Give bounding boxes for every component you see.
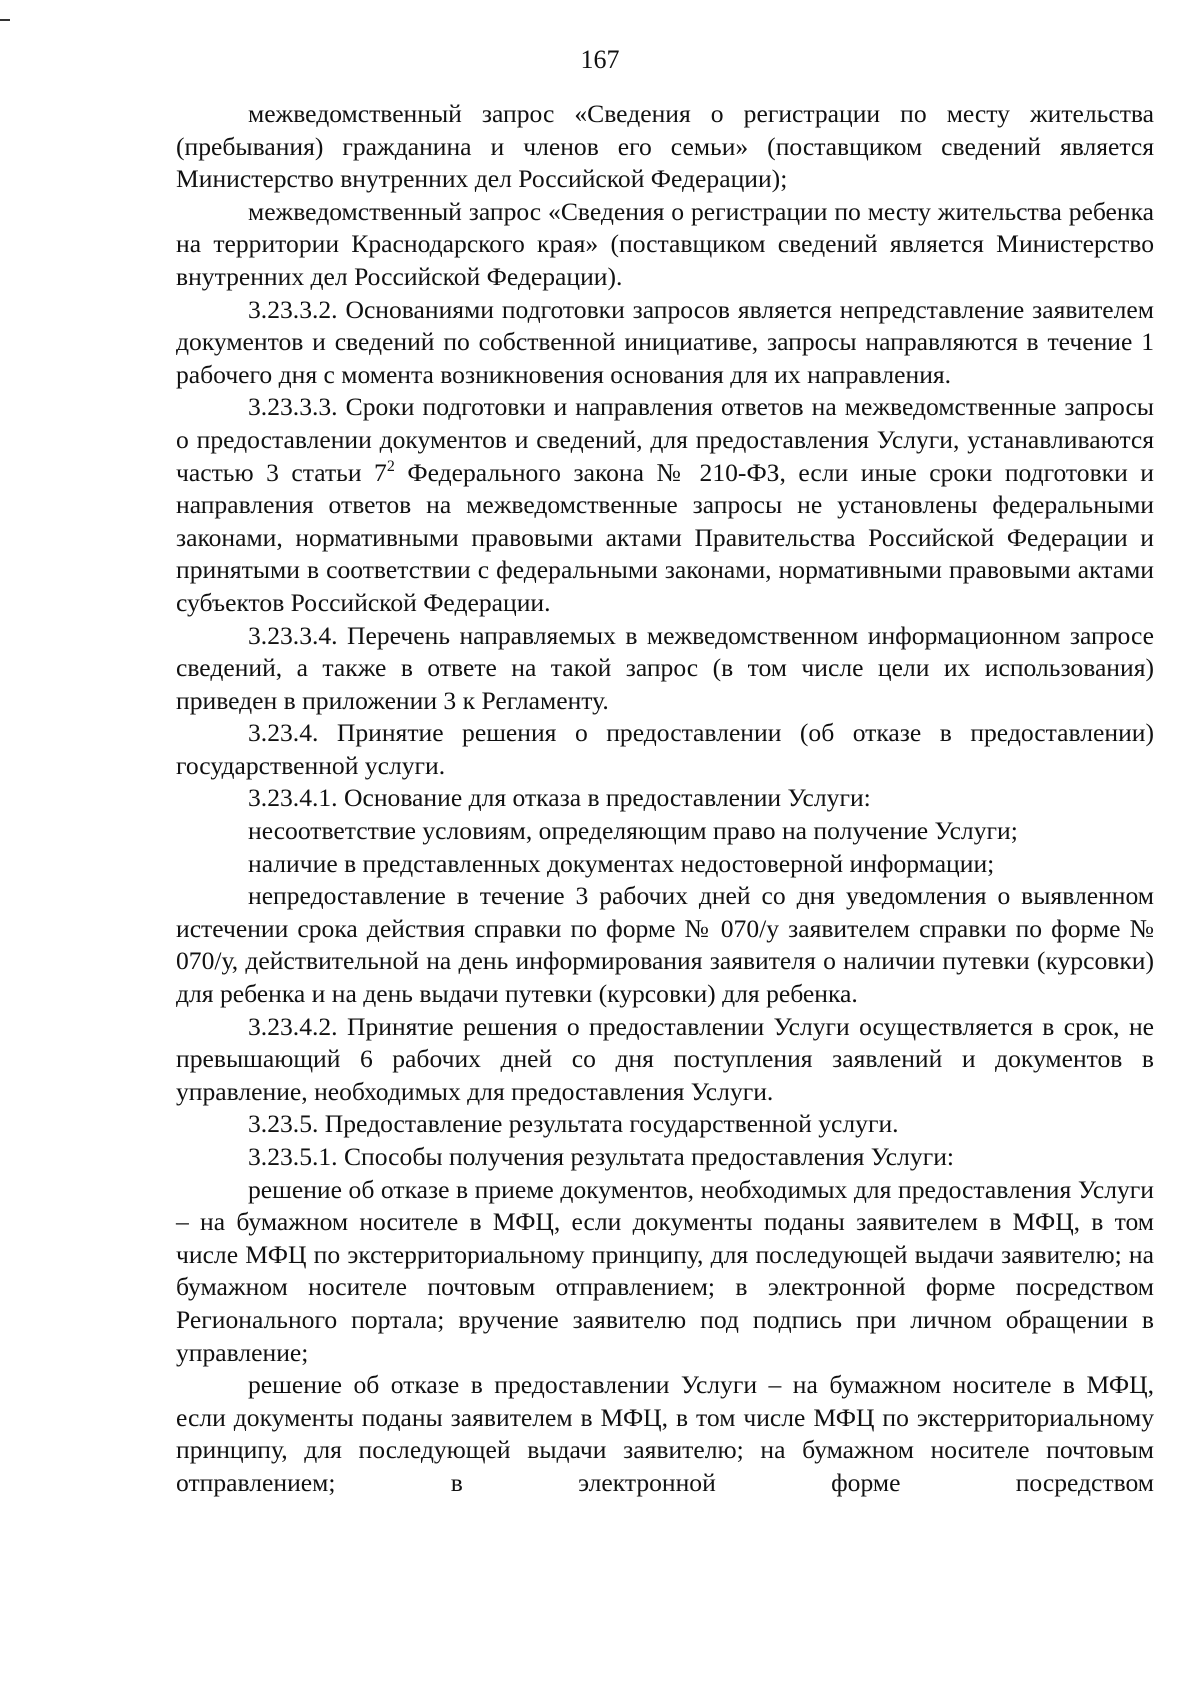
paragraph-refusal-reason-conditions: несоответствие условиям, определяющим право на получение Услуги; — [248, 816, 1018, 846]
superscript-article-index: 2 — [386, 457, 395, 475]
paragraph-3-23-5-1: 3.23.5.1. Способы получения результата предоставления Услуги: — [248, 1142, 955, 1171]
paragraph-refusal-reason-false-info: наличие в представленных документах недостоверной информации; — [248, 848, 995, 878]
paragraph-3-23-4: 3.23.4. Принятие решения о предоставлении (об отказе в предоставлении) государственной услуги. — [176, 718, 1154, 780]
paragraph-request-family-registration: межведомственный запрос «Сведения о регистрации по месту жительства (пребывания) гражданина и членов его семьи» (поставщиком сведений является Министерство внутренних дел Российской Федерации); — [176, 99, 1154, 194]
paragraph-3-23-3-2: 3.23.3.2. Основаниями подготовки запросов является непредставление заявителем документов и сведений по собственной инициативе, запросы направляются в течение 1 рабочего дня с момента возникновения основания для их направления. — [176, 294, 1154, 389]
page-number: 167 — [580, 45, 620, 74]
paragraph-3-23-3-3 — [176, 391, 1154, 619]
paragraph-refusal-acceptance-delivery: решение об отказе в приеме документов, необходимых для предоставления Услуги – на бумажном носителе в МФЦ, если документы поданы заявителем в МФЦ, в том числе МФЦ по экстерриториальному принципу, для последующей выдачи заявителю; на бумажном носителе почтовым отправлением; в электронной форме посредством Регионального портала; вручение заявителю под подпись при личном обращении в управление; — [176, 1174, 1154, 1367]
paragraph-3-23-5: 3.23.5. Предоставление результата государственной услуги. — [248, 1109, 899, 1139]
paragraph-refusal-reason-certificate: непредоставление в течение 3 рабочих дней со дня уведомления о выявленном истечении срока действия справки по форме № 070/у заявителем справки по форме № 070/у, действительной на день информирования заявителя о наличии путевки (курсовки) для ребенка и на день выдачи путевки (курсовки) для ребенка. — [176, 881, 1154, 1009]
scan-edge-mark — [0, 19, 10, 21]
paragraph-refusal-service-delivery: решение об отказе в предоставлении Услуги – на бумажном носителе в МФЦ, если документы поданы заявителем в МФЦ, в том числе МФЦ по экстерриториальному принципу, для последующей выдачи заявителю; на бумажном носителе почтовым отправлением; в электронной форме посредством — [176, 1370, 1154, 1497]
paragraph-request-child-registration: межведомственный запрос «Сведения о регистрации по месту жительства ребенка на территории Краснодарского края» (поставщиком сведений является Министерство внутренних дел Российской Федерации). — [176, 196, 1154, 291]
paragraph-3-23-4-2: 3.23.4.2. Принятие решения о предоставлении Услуги осуществляется в срок, не превышающий 6 рабочих дней со дня поступления заявлений и документов в управление, необходимых для предоставления Услуги. — [176, 1011, 1154, 1106]
paragraph-3-23-3-3-text-after: Федерального закона № 210-ФЗ, если иные сроки подготовки и направления ответов на межведомственные запросы не установлены федеральными законами, нормативными правовыми актами Правительства Российской Федерации и принятыми в соответствии с федеральными законами, нормативными правовыми актами субъектов Российской Федерации. — [176, 457, 1154, 617]
paragraph-3-23-3-3-text-before: 3.23.3.3. Сроки подготовки и направления ответов на межведомственные запросы о предоставлении документов и сведений, для предоставления Услуги, устанавливаются частью 3 статьи 7 — [176, 392, 1154, 487]
paragraph-3-23-4-1: 3.23.4.1. Основание для отказа в предоставлении Услуги: — [248, 783, 871, 813]
paragraph-3-23-3-4: 3.23.3.4. Перечень направляемых в межведомственном информационном запросе сведений, а также в ответе на такой запрос (в том числе цели их использования) приведен в приложении 3 к Регламенту. — [176, 620, 1154, 715]
document-body — [176, 98, 1154, 1500]
